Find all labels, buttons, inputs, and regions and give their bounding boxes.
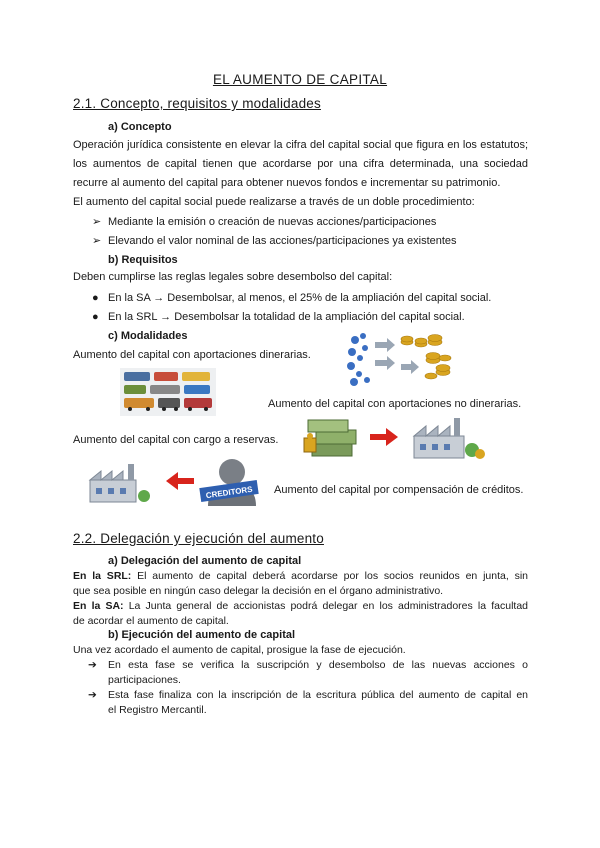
arrow-left-icon: [166, 472, 194, 490]
subheading-modalidades: c) Modalidades: [108, 330, 188, 342]
page-title: EL AUMENTO DE CAPITAL: [212, 72, 388, 87]
list-item-text: Elevando el valor nominal de las acciones/participaciones ya existentes: [108, 235, 457, 247]
ejecucion-bullet-line: En esta fase se verifica la suscripción y desembolso de las nuevas acciones o: [108, 659, 528, 671]
modalidad-reservas: Aumento del capital con cargo a reservas.: [73, 434, 279, 446]
list-item: [88, 688, 528, 718]
arrow-bullet-icon: ➔: [88, 659, 97, 671]
arrow-bullet-icon: ➢: [92, 216, 102, 228]
ejecucion-bullet-line: el Registro Mercantil.: [108, 704, 207, 716]
list-item: [92, 234, 457, 247]
subheading-requisitos: b) Requisitos: [108, 254, 178, 266]
srl-line: [73, 569, 528, 584]
sa-text: La Junta general de accionistas podrá delegar en los administradores la facultad: [123, 600, 528, 612]
factory-icon: [90, 464, 150, 502]
requisitos-intro: Deben cumplirse las reglas legales sobre desembolso del capital:: [73, 271, 393, 283]
list-item-text: Mediante la emisión o creación de nuevas acciones/participaciones: [108, 216, 437, 228]
list-item: [92, 311, 465, 323]
ejecucion-intro: Una vez acordado el aumento de capital, prosigue la fase de ejecución.: [73, 644, 406, 656]
ejecucion-bullet-line: Esta fase finaliza con la inscripción de la escritura pública del aumento de capital en: [108, 689, 528, 701]
arrow-bullet-icon: ➢: [92, 235, 102, 247]
list-item: [92, 215, 436, 228]
list-item-text: En la SRL → Desembolsar la totalidad de la ampliación del capital social.: [108, 311, 465, 323]
srl-label: En la SRL:: [73, 570, 132, 582]
procedimiento-intro: El aumento del capital social puede realizarse a través de un doble procedimiento:: [73, 196, 475, 208]
concepto-line: los aumentos de capital tienen que acordarse por una cifra determinada, una sociedad: [73, 158, 528, 170]
concepto-paragraph: [73, 136, 528, 212]
modalidad-no-dinerarias: Aumento del capital con aportaciones no dinerarias.: [268, 398, 522, 410]
section-heading-concepto: 2.1. Concepto, requisitos y modalidades: [73, 96, 321, 111]
concepto-line: recurre al aumento del capital para obtener nuevos fondos e incrementar su patrimonio.: [73, 177, 501, 189]
sa-line-2: de acordar el aumento de capital.: [73, 615, 229, 627]
delegacion-paragraph: [73, 569, 528, 629]
ejecucion-bullet-line: participaciones.: [108, 674, 181, 686]
list-item-text: En la SA → Desembolsar, al menos, el 25% de la ampliación del capital social.: [108, 292, 492, 304]
arrow-right-icon: [370, 428, 398, 446]
dot-bullet-icon: ●: [92, 292, 99, 304]
modalidad-dinerarias: Aumento del capital con aportaciones dinerarias.: [73, 349, 311, 361]
arrow-bullet-icon: ➔: [88, 689, 97, 701]
srl-line-2: que sea posible en ningún caso delegar la decisión en el órgano administrativo.: [73, 585, 444, 597]
factory-icon: [414, 418, 485, 459]
subheading-concepto: a) Concepto: [108, 121, 172, 133]
reserves-illustration: [302, 412, 492, 464]
money-stack-icon: [304, 420, 356, 456]
creditors-illustration: [82, 458, 272, 508]
money-network-illustration: [345, 330, 455, 388]
creditors-sign-label: CREDITORS: [205, 484, 254, 501]
srl-text: El aumento de capital deberá acordarse por los socios reunidos en junta, sin: [131, 570, 528, 582]
subheading-ejecucion: b) Ejecución del aumento de capital: [108, 629, 296, 641]
modalidad-compensacion: Aumento del capital por compensación de créditos.: [274, 484, 524, 496]
vehicles-illustration: [120, 368, 216, 416]
list-item: [92, 292, 491, 304]
concepto-line: Operación jurídica consistente en elevar la cifra del capital social que figura en los estatutos;: [73, 139, 528, 151]
section-heading-delegacion: 2.2. Delegación y ejecución del aumento: [73, 531, 324, 546]
sa-label: En la SA:: [73, 600, 124, 612]
dot-bullet-icon: ●: [92, 311, 99, 323]
subheading-delegacion: a) Delegación del aumento de capital: [108, 555, 302, 567]
list-item: [88, 658, 528, 688]
sa-line: [73, 599, 528, 614]
